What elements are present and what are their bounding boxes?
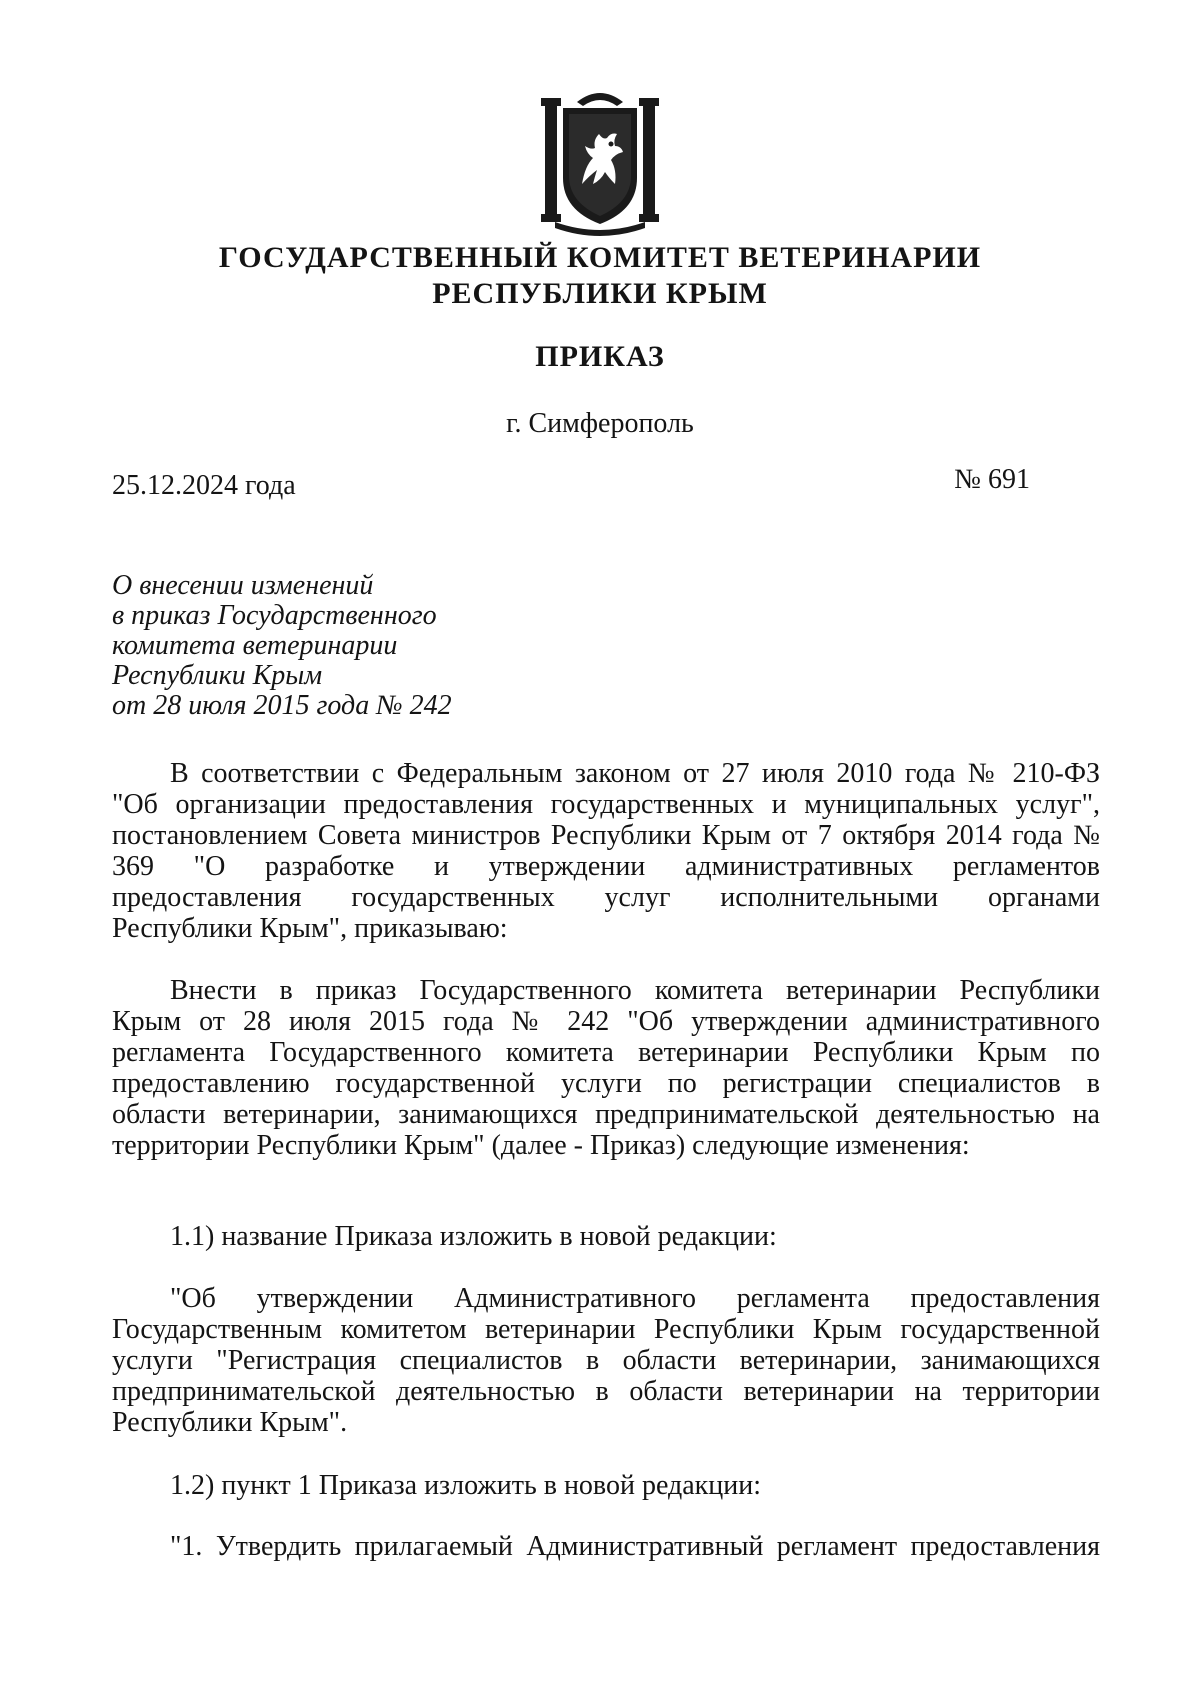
paragraph-line: Крым от 28 июля 2015 года № 242 "Об утверждении административного (112, 1006, 1100, 1037)
paragraph-line: предпринимательской деятельностью в области ветеринарии на территории (112, 1376, 1100, 1407)
paragraph-item-1-2 (112, 1470, 1100, 1501)
city: г. Симферополь (506, 408, 694, 439)
order-title: ПРИКАЗ (535, 340, 665, 373)
order-date: 25.12.2024 года (112, 470, 296, 501)
paragraph-item-1-1 (112, 1221, 1100, 1252)
subject-line: комитета ветеринарии (112, 630, 398, 661)
paragraph-line: 369 "О разработке и утверждении административных регламентов (112, 851, 1100, 882)
subject-line: в приказ Государственного (112, 600, 437, 631)
order-number: № 691 (954, 464, 1030, 495)
paragraph-line: "Об организации предоставления государственных и муниципальных услуг", (112, 789, 1100, 820)
paragraph-line: "Об утверждении Административного регламента предоставления (170, 1283, 1100, 1314)
paragraph-line: Внести в приказ Государственного комитета ветеринарии Республики (170, 975, 1100, 1006)
paragraph-line: предоставлению государственной услуги по регистрации специалистов в (112, 1068, 1100, 1099)
paragraph-amendments (112, 975, 1100, 1161)
paragraph-line: Республики Крым", приказываю: (112, 913, 508, 944)
paragraph-line: 1.2) пункт 1 Приказа изложить в новой редакции: (170, 1470, 762, 1501)
paragraph-line: "1. Утвердить прилагаемый Административный регламент предоставления (170, 1531, 1100, 1562)
paragraph-line: постановлением Совета министров Республики Крым от 7 октября 2014 года № (112, 820, 1100, 851)
subject-line: от 28 июля 2015 года № 242 (112, 690, 452, 721)
paragraph-line: Государственным комитетом ветеринарии Республики Крым государственной (112, 1314, 1100, 1345)
paragraph-line: услуги "Регистрация специалистов в области ветеринарии, занимающихся (112, 1345, 1100, 1376)
paragraph-line: В соответствии с Федеральным законом от 27 июля 2010 года № 210-ФЗ (170, 758, 1100, 789)
header-organization-line1: ГОСУДАРСТВЕННЫЙ КОМИТЕТ ВЕТЕРИНАРИИ (218, 241, 982, 274)
header-organization-line2: РЕСПУБЛИКИ КРЫМ (432, 277, 768, 310)
paragraph-line: предоставления государственных услуг исполнительными органами (112, 882, 1100, 913)
paragraph-line: территории Республики Крым" (далее - Приказ) следующие изменения: (112, 1130, 970, 1161)
subject-line: Республики Крым (112, 660, 323, 691)
paragraph-legal-basis (112, 758, 1100, 944)
paragraph-new-title (112, 1283, 1100, 1438)
paragraph-line: регламента Государственного комитета ветеринарии Республики Крым по (112, 1037, 1100, 1068)
paragraph-item-1-text (112, 1531, 1100, 1562)
subject-line: О внесении изменений (112, 570, 374, 601)
coat-of-arms-emblem (537, 88, 663, 238)
paragraph-line: 1.1) название Приказа изложить в новой редакции: (170, 1221, 777, 1252)
order-subject (112, 571, 452, 721)
paragraph-line: области ветеринарии, занимающихся предпринимательской деятельностью на (112, 1099, 1100, 1130)
paragraph-line: Республики Крым". (112, 1407, 348, 1438)
